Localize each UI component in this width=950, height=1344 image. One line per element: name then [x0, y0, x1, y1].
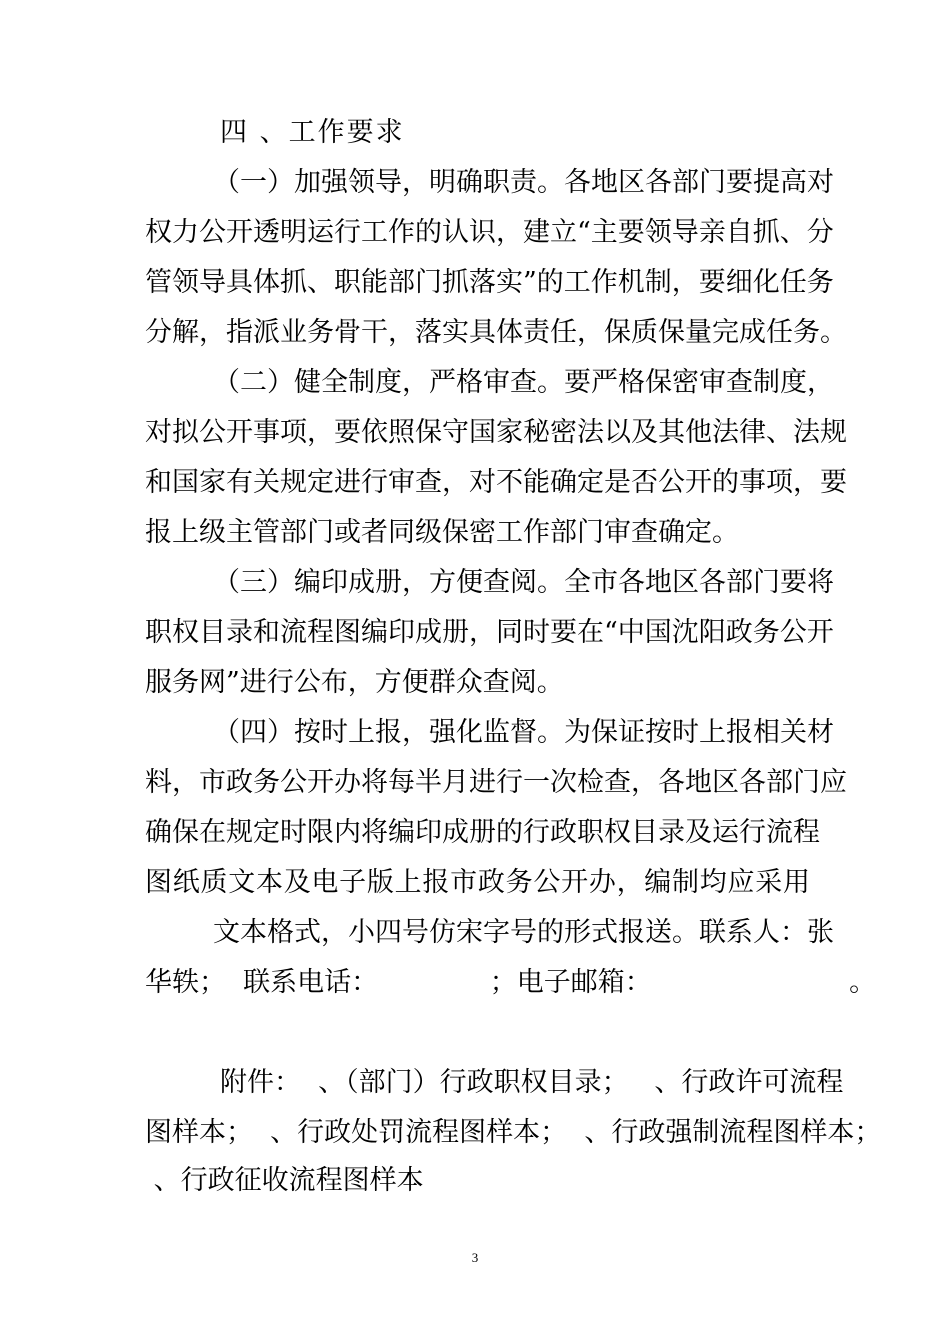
paragraph-line: 对拟公开事项，要依照保守国家秘密法以及其他法律、法规 — [145, 417, 847, 448]
paragraph-line: 和国家有关规定进行审查，对不能确定是否公开的事项，要 — [145, 467, 847, 498]
paragraph-line: 职权目录和流程图编印成册，同时要在“中国沈阳政务公开 — [145, 617, 834, 648]
paragraph-line: 分解，指派业务骨干，落实具体责任，保质保量完成任务。 — [145, 317, 847, 348]
section-heading: 四 、工作要求 — [220, 117, 405, 148]
attachment-line: 、行政征收流程图样本 — [145, 1165, 424, 1196]
contact-line: 华轶； 联系电话： ；电子邮箱： 。 — [145, 967, 877, 998]
paragraph-line: 文本格式，小四号仿宋字号的形式报送。联系人：张 — [213, 917, 834, 948]
attachment-line: 图样本； 、行政处罚流程图样本； 、行政强制流程图样本； — [145, 1117, 882, 1148]
paragraph-line: 权力公开透明运行工作的认识，建立“主要领导亲自抓、分 — [145, 217, 834, 248]
paragraph-line: （一）加强领导，明确职责。各地区各部门要提高对 — [213, 167, 834, 198]
paragraph-line: 确保在规定时限内将编印成册的行政职权目录及运行流程 — [145, 817, 820, 848]
page-number: 3 — [471, 1250, 479, 1265]
paragraph-line: 服务网”进行公布，方便群众查阅。 — [145, 667, 564, 698]
paragraph-line: 报上级主管部门或者同级保密工作部门审查确定。 — [145, 517, 739, 548]
paragraph-line: （三）编印成册，方便查阅。全市各地区各部门要将 — [213, 567, 834, 598]
paragraph-line: 料，市政务公开办将每半月进行一次检查，各地区各部门应 — [145, 767, 847, 798]
paragraph-line: （二）健全制度，严格审查。要严格保密审查制度， — [213, 367, 834, 398]
paragraph-line: 图纸质文本及电子版上报市政务公开办，编制均应采用 — [145, 867, 810, 898]
paragraph-line: （四）按时上报，强化监督。为保证按时上报相关材 — [213, 717, 834, 748]
paragraph-line: 管领导具体抓、职能部门抓落实”的工作机制，要细化任务 — [145, 267, 834, 298]
attachment-line: 附件： 、（部门）行政职权目录； 、行政许可流程 — [220, 1067, 844, 1098]
